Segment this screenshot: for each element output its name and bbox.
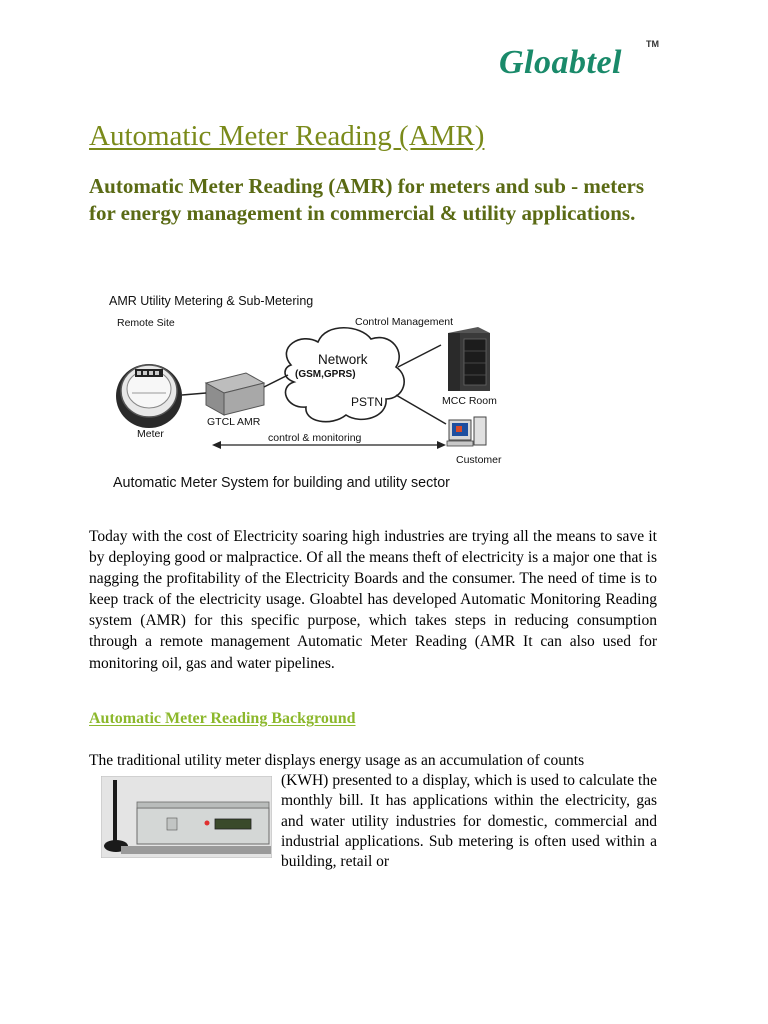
logo-text: Gloabtel [499, 44, 622, 81]
background-paragraph-first-line: The traditional utility meter displays energy usage as an accumulation of counts [89, 752, 585, 769]
remote-site-label: Remote Site [117, 317, 175, 329]
gtcl-amr-device-icon [206, 373, 264, 415]
page-title: Automatic Meter Reading (AMR) [89, 120, 485, 152]
electric-meter-icon [116, 364, 182, 428]
control-management-label: Control Management [355, 316, 454, 328]
mcc-room-label: MCC Room [442, 395, 497, 407]
diagram-caption: Automatic Meter System for building and utility sector [113, 475, 450, 491]
amr-device-photo [101, 776, 272, 858]
pstn-label: PSTN [351, 395, 384, 409]
amr-system-diagram [106, 287, 536, 497]
meter-label: Meter [137, 428, 164, 440]
server-rack-icon [448, 327, 490, 391]
page-subtitle: Automatic Meter Reading (AMR) for meters and sub - meters for energy management in commercial & utility applications. [89, 174, 645, 225]
intro-paragraph: Today with the cost of Electricity soaring high industries are trying all the means to save it by deploying good or malpractice. Of all the means theft of electricity is a major one that is nagging the profitability of the Electricity Boards and the consumer. The need of time is to keep track of the electricity usage. Gloabtel has developed Automatic Monitoring Reading system (AMR) for this specific purpose, which takes steps in reducing consumption through a remote management Automatic Meter Reading (AMR It can also used for monitoring oil, gas and water pipelines. [89, 528, 657, 672]
control-monitoring-label: control & monitoring [268, 432, 362, 444]
diagram-heading: AMR Utility Metering & Sub-Metering [109, 294, 314, 308]
customer-label: Customer [456, 454, 502, 466]
background-paragraph-continued: (KWH) presented to a display, which is used to calculate the monthly bill. It has applications within the electricity, gas and water utility industries for domestic, commercial and industrial applications. Sub metering is often used within a building, retail or [281, 772, 657, 871]
network-label: Network [318, 352, 368, 367]
network-type-label: (GSM,GPRS) [295, 369, 356, 380]
gtcl-amr-label: GTCL AMR [207, 416, 261, 428]
trademark-symbol: TM [646, 39, 659, 49]
customer-computer-icon [447, 417, 486, 446]
section-heading-background: Automatic Meter Reading Background [89, 710, 356, 727]
